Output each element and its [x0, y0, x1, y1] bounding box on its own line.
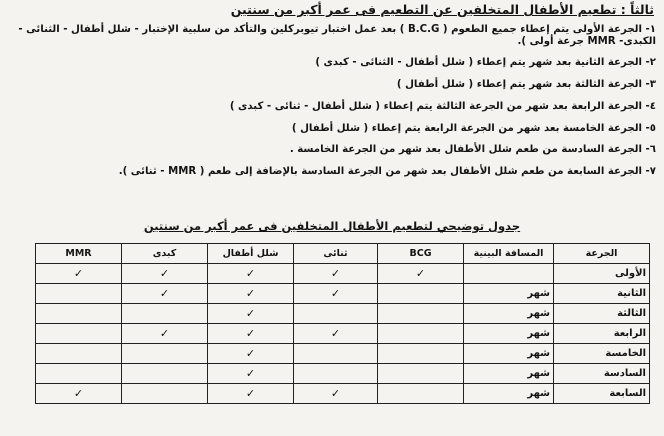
- column-header-mmr: MMR: [36, 244, 122, 264]
- table-row: [36, 364, 650, 384]
- column-header-hepatitis: كبدى: [122, 244, 208, 264]
- dose-cell: السابعة: [554, 384, 650, 404]
- dual-cell: ✓: [294, 264, 378, 284]
- step-item: ١- الجرعة الأولى يتم إعطاء جميع الطعوم ( B.C.G ) بعد عمل اختبار تيوبركلين والتأكد من سلبية الإختبار - شلل أطفال - الثنائى - الكبدى- MMR جرعة أولى ).: [18, 24, 656, 48]
- bcg-cell: [378, 284, 464, 304]
- dual-cell: [294, 344, 378, 364]
- dual-cell: ✓: [294, 384, 378, 404]
- interval-cell: شهر: [464, 324, 554, 344]
- bcg-cell: [378, 344, 464, 364]
- interval-cell: [464, 264, 554, 284]
- hepatitis-cell: ✓: [122, 284, 208, 304]
- mmr-cell: ✓: [36, 384, 122, 404]
- polio-cell: ✓: [208, 284, 294, 304]
- column-header-bcg: BCG: [378, 244, 464, 264]
- bcg-cell: [378, 304, 464, 324]
- hepatitis-cell: [122, 364, 208, 384]
- dual-cell: [294, 364, 378, 384]
- column-header-dual: ثنائى: [294, 244, 378, 264]
- table-row: [36, 324, 650, 344]
- table-row: [36, 304, 650, 324]
- mmr-cell: [36, 344, 122, 364]
- section-heading: ثالثاً : تطعيم الأطفال المتخلفين عن التطعيم فى عمر أكبر من سنتين: [230, 2, 654, 17]
- step-item: ٥- الجرعة الخامسة بعد شهر من الجرعة الرابعة يتم إعطاء ( شلل أطفال ): [291, 122, 656, 134]
- mmr-cell: ✓: [36, 264, 122, 284]
- bcg-cell: [378, 364, 464, 384]
- dose-cell: الرابعة: [554, 324, 650, 344]
- hepatitis-cell: [122, 384, 208, 404]
- dual-cell: ✓: [294, 284, 378, 304]
- dose-cell: الأولى: [554, 264, 650, 284]
- hepatitis-cell: [122, 344, 208, 364]
- dose-cell: السادسة: [554, 364, 650, 384]
- hepatitis-cell: ✓: [122, 324, 208, 344]
- dose-cell: الثانية: [554, 284, 650, 304]
- interval-cell: شهر: [464, 384, 554, 404]
- polio-cell: ✓: [208, 264, 294, 284]
- polio-cell: ✓: [208, 384, 294, 404]
- bcg-cell: ✓: [378, 264, 464, 284]
- interval-cell: شهر: [464, 284, 554, 304]
- mmr-cell: [36, 364, 122, 384]
- polio-cell: ✓: [208, 364, 294, 384]
- mmr-cell: [36, 284, 122, 304]
- step-item: ٧- الجرعة السابعة من طعم شلل الأطفال بعد شهر من الجرعة السادسة بالإضافة إلى طعم ( MMR - ثنائى ).: [118, 166, 656, 178]
- table-row: [36, 284, 650, 304]
- interval-cell: شهر: [464, 364, 554, 384]
- interval-cell: شهر: [464, 344, 554, 364]
- bcg-cell: [378, 324, 464, 344]
- interval-cell: شهر: [464, 304, 554, 324]
- table-row: [36, 344, 650, 364]
- table-title: جدول توضيحي لتطعيم الأطفال المتخلفين فى عمر أكبر من سنتين: [143, 219, 521, 233]
- vaccination-schedule-table: [35, 243, 650, 404]
- table-header-row: [36, 244, 650, 264]
- dose-cell: الثالثة: [554, 304, 650, 324]
- polio-cell: ✓: [208, 304, 294, 324]
- column-header-interval: المسافة البينية: [464, 244, 554, 264]
- dual-cell: ✓: [294, 324, 378, 344]
- step-item: ٣- الجرعة الثالثة بعد شهر يتم إعطاء ( شلل أطفال ): [396, 79, 656, 90]
- polio-cell: ✓: [208, 324, 294, 344]
- dose-cell: الخامسة: [554, 344, 650, 364]
- hepatitis-cell: ✓: [122, 264, 208, 284]
- mmr-cell: [36, 304, 122, 324]
- step-item: ٢- الجرعة الثانية بعد شهر يتم إعطاء ( شلل أطفال - الثنائى - كبدى ): [315, 57, 656, 69]
- step-item: ٦- الجرعة السادسة من طعم شلل الأطفال بعد شهر من الجرعة الخامسة .: [289, 144, 656, 156]
- column-header-dose: الجرعة: [554, 244, 650, 264]
- bcg-cell: [378, 384, 464, 404]
- polio-cell: ✓: [208, 344, 294, 364]
- step-item: ٤- الجرعة الرابعة بعد شهر من الجرعة الثالثة يتم إعطاء ( شلل أطفال - ثنائى - كبدى ): [229, 100, 656, 112]
- dual-cell: [294, 304, 378, 324]
- column-header-polio: شلل أطفال: [208, 244, 294, 264]
- dose-steps-list: [6, 24, 656, 188]
- table-row: [36, 384, 650, 404]
- hepatitis-cell: [122, 304, 208, 324]
- mmr-cell: [36, 324, 122, 344]
- table-row: [36, 264, 650, 284]
